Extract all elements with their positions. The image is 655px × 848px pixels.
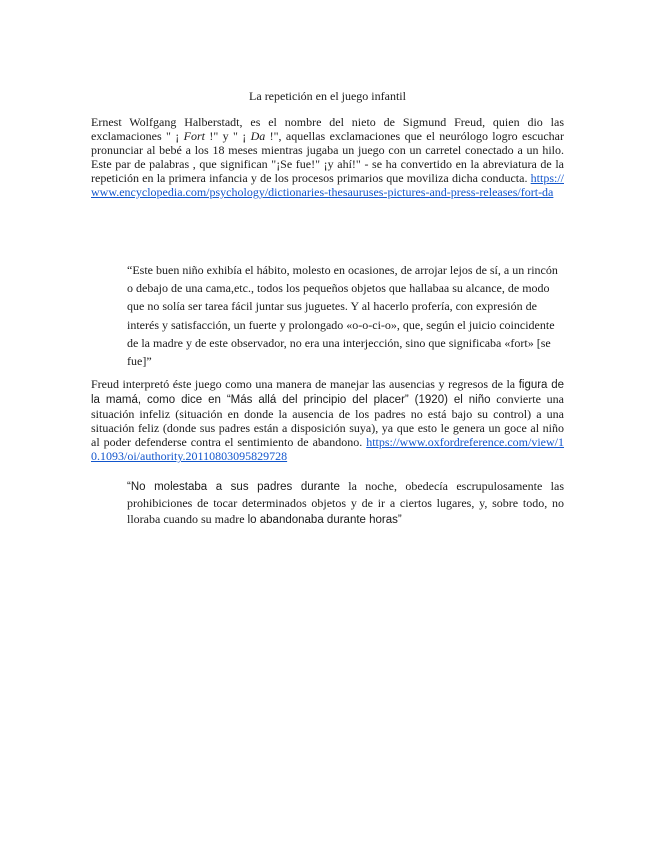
freud-quote: “Este buen niño exhibía el hábito, molesto en ocasiones, de arrojar lejos de sí, a un rincón o debajo de una cama,etc., todos los pequeños objetos que hallabaa su alcance, de modo que no solía ser tarea fácil juntar sus juguetes. Y al hacerlo profería, con expresión de interés y satisfacción, un fuerte y prolongado «o-o-ci-o», que, según el juicio coincidente de la madre y de este observador, no era una interjección, sino que significaba «fort» [se fue]”	[127, 263, 558, 369]
behavior-quote	[127, 479, 564, 528]
paragraph-text: !", aquellas exclamaciones que el neurólogo logro escuchar pronunciar al bebé a los 18 meses mientras jugaba un juego con un carretel conectado a un hilo. Este par de palabras , que significan "¡Se fue!" ¡y ahí!" - se ha convertido en la abreviatura de la repetición en la primera infancia y de los procesos primarios que moviliza dicha conducta.	[91, 129, 564, 185]
paragraph-interpretation	[91, 377, 564, 463]
encyclopedia-link[interactable]: https://www.encyclopedia.com/psychology/dictionaries-thesauruses-pictures-and-press-releases/fort-da	[91, 171, 564, 199]
paragraph-text: Ernest Wolfgang Halberstadt, es el nombre del nieto de Sigmund Freud, quien dio las exclamaciones " ¡	[91, 115, 564, 143]
quote-text: “No molestaba a sus padres durante	[127, 481, 340, 493]
document-title: La repetición en el juego infantil	[249, 89, 406, 103]
fort-word: Fort	[183, 129, 205, 143]
quote-text: lo abandonaba durante horas”	[247, 513, 402, 526]
paragraph-text: !" y " ¡	[204, 129, 251, 143]
paragraph-text: figura de la mamá, como dice en “Más allá del principio del placer” (1920) el niño	[91, 379, 564, 406]
paragraph-text: Freud interpretó éste juego como una manera de manejar las ausencias y regresos de la	[91, 377, 519, 391]
paragraph-text: convierte una situación infeliz (situación en donde la ausencia de los padres no está bajo su control) a una situación feliz (donde sus padres están a disposición suya), ya que esto le genera un goce al niño al poder defenderse contra el sentimiento de abandono.	[91, 392, 564, 449]
quote-text: la noche, obedecía escrupulosamente las prohibiciones de tocar determinados objetos y de ir a ciertos lugares, y, sobre todo, no lloraba cuando su madre	[127, 479, 565, 526]
oxford-reference-link[interactable]: https://www.oxfordreference.com/view/10.1093/oi/authority.20110803095829728	[91, 435, 565, 463]
da-word: Da	[250, 129, 266, 143]
paragraph-fort-da	[91, 115, 564, 199]
